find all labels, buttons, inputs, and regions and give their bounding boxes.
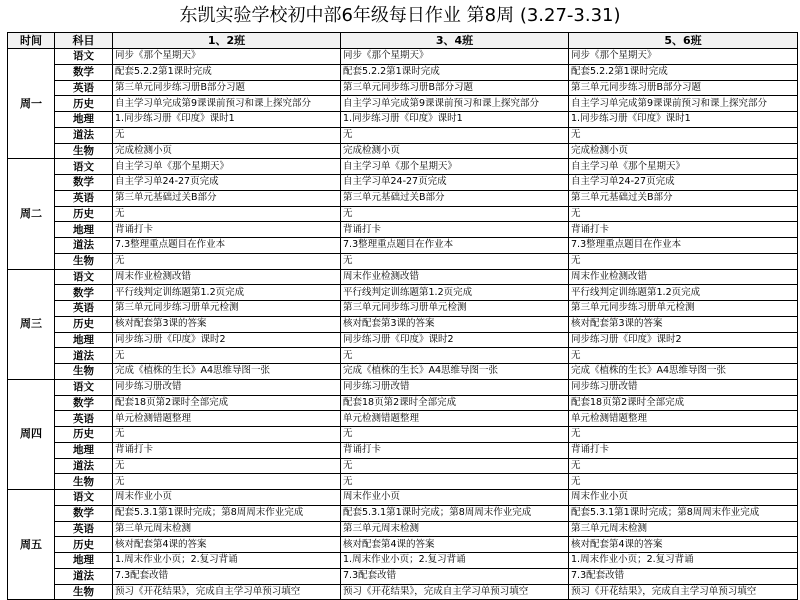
homework-cell: 周末作业小页 [113, 490, 341, 506]
homework-cell: 无 [113, 348, 341, 364]
homework-cell: 7.3配套改错 [341, 568, 569, 584]
homework-cell: 自主学习单完成第9课课前预习和课上探究部分 [569, 96, 798, 112]
homework-cell: 核对配套第3课的答案 [569, 316, 798, 332]
homework-cell: 配套5.3.1第1课时完成；第8周周末作业完成 [569, 505, 798, 521]
table-row [8, 222, 798, 238]
subject-cell: 道法 [55, 568, 113, 584]
homework-cell: 完成检测小页 [341, 143, 569, 159]
homework-cell: 无 [341, 206, 569, 222]
table-row [8, 96, 798, 112]
homework-cell: 7.3整理重点题目在作业本 [569, 238, 798, 254]
homework-cell: 配套18页第2课时全部完成 [113, 395, 341, 411]
homework-cell: 周末作业小页 [569, 490, 798, 506]
subject-cell: 历史 [55, 206, 113, 222]
subject-cell: 历史 [55, 316, 113, 332]
homework-cell: 配套5.2.2第1课时完成 [341, 64, 569, 80]
subject-cell: 生物 [55, 253, 113, 269]
subject-cell: 数学 [55, 285, 113, 301]
homework-cell: 无 [569, 253, 798, 269]
homework-cell: 无 [113, 206, 341, 222]
homework-cell: 平行线判定训练题第1.2页完成 [113, 285, 341, 301]
table-row [8, 379, 798, 395]
homework-cell: 自主学习单《那个星期天》 [341, 159, 569, 175]
homework-cell: 1.同步练习册《印度》课时1 [341, 112, 569, 128]
subject-cell: 英语 [55, 521, 113, 537]
table-row [8, 49, 798, 65]
homework-cell: 同步《那个星期天》 [341, 49, 569, 65]
day-cell: 周四 [8, 379, 55, 489]
homework-cell: 无 [341, 458, 569, 474]
header-row [8, 33, 798, 49]
subject-cell: 生物 [55, 474, 113, 490]
homework-cell: 第三单元周末检测 [569, 521, 798, 537]
homework-cell: 单元检测错题整理 [341, 411, 569, 427]
subject-cell: 数学 [55, 64, 113, 80]
homework-cell: 完成检测小页 [113, 143, 341, 159]
subject-cell: 道法 [55, 458, 113, 474]
homework-cell: 同步练习册《印度》课时2 [341, 332, 569, 348]
homework-cell: 7.3整理重点题目在作业本 [341, 238, 569, 254]
subject-cell: 数学 [55, 505, 113, 521]
homework-cell: 预习《开花结果》，完成自主学习单预习填空 [113, 584, 341, 600]
homework-cell: 1.周末作业小页；2.复习背诵 [341, 553, 569, 569]
subject-cell: 语文 [55, 159, 113, 175]
homework-cell: 预习《开花结果》，完成自主学习单预习填空 [569, 584, 798, 600]
homework-table [7, 32, 798, 600]
homework-cell: 核对配套第3课的答案 [113, 316, 341, 332]
table-row [8, 316, 798, 332]
table-row [8, 127, 798, 143]
homework-cell: 7.3配套改错 [113, 568, 341, 584]
table-row [8, 285, 798, 301]
homework-cell: 第三单元同步练习册单元检测 [113, 301, 341, 317]
homework-cell: 无 [569, 458, 798, 474]
homework-cell: 单元检测错题整理 [113, 411, 341, 427]
table-row [8, 206, 798, 222]
subject-cell: 生物 [55, 143, 113, 159]
table-row [8, 238, 798, 254]
header-class-5-6: 5、6班 [569, 33, 798, 49]
homework-cell: 7.3整理重点题目在作业本 [113, 238, 341, 254]
subject-cell: 生物 [55, 364, 113, 380]
table-row [8, 159, 798, 175]
homework-cell: 无 [569, 206, 798, 222]
subject-cell: 地理 [55, 112, 113, 128]
homework-cell: 无 [113, 474, 341, 490]
homework-cell: 背诵打卡 [341, 442, 569, 458]
table-row [8, 411, 798, 427]
day-cell: 周一 [8, 49, 55, 159]
homework-cell: 配套5.2.2第1课时完成 [113, 64, 341, 80]
subject-cell: 英语 [55, 80, 113, 96]
subject-cell: 地理 [55, 332, 113, 348]
table-row [8, 301, 798, 317]
homework-cell: 第三单元同步练习册B部分习题 [341, 80, 569, 96]
homework-cell: 无 [341, 348, 569, 364]
homework-cell: 完成检测小页 [569, 143, 798, 159]
day-cell: 周二 [8, 159, 55, 269]
homework-cell: 第三单元同步练习册B部分习题 [569, 80, 798, 96]
homework-cell: 1.周末作业小页；2.复习背诵 [113, 553, 341, 569]
homework-cell: 背诵打卡 [569, 222, 798, 238]
homework-cell: 预习《开花结果》，完成自主学习单预习填空 [341, 584, 569, 600]
homework-cell: 无 [113, 127, 341, 143]
homework-cell: 自主学习单完成第9课课前预习和课上探究部分 [113, 96, 341, 112]
homework-cell: 无 [341, 427, 569, 443]
homework-cell: 背诵打卡 [341, 222, 569, 238]
table-row [8, 490, 798, 506]
table-row [8, 332, 798, 348]
homework-cell: 背诵打卡 [113, 222, 341, 238]
homework-cell: 平行线判定训练题第1.2页完成 [341, 285, 569, 301]
table-row [8, 269, 798, 285]
homework-cell: 配套18页第2课时全部完成 [341, 395, 569, 411]
table-row [8, 553, 798, 569]
homework-cell: 背诵打卡 [569, 442, 798, 458]
homework-cell: 无 [113, 253, 341, 269]
homework-cell: 配套5.3.1第1课时完成；第8周周末作业完成 [341, 505, 569, 521]
homework-cell: 同步练习册改错 [341, 379, 569, 395]
table-body [8, 49, 798, 600]
day-cell: 周五 [8, 490, 55, 600]
table-row [8, 112, 798, 128]
subject-cell: 历史 [55, 537, 113, 553]
homework-cell: 第三单元同步练习册B部分习题 [113, 80, 341, 96]
homework-cell: 配套5.2.2第1课时完成 [569, 64, 798, 80]
table-row [8, 537, 798, 553]
subject-cell: 地理 [55, 442, 113, 458]
homework-cell: 同步练习册改错 [113, 379, 341, 395]
homework-cell: 核对配套第4课的答案 [569, 537, 798, 553]
page-title: 东凯实验学校初中部6年级每日作业 第8周 (3.27-3.31) [179, 5, 621, 26]
table-row [8, 505, 798, 521]
table-row [8, 190, 798, 206]
table-row [8, 364, 798, 380]
subject-cell: 语文 [55, 490, 113, 506]
table-row [8, 143, 798, 159]
homework-cell: 第三单元基础过关B部分 [569, 190, 798, 206]
subject-cell: 语文 [55, 379, 113, 395]
homework-cell: 核对配套第4课的答案 [113, 537, 341, 553]
header-time: 时间 [8, 33, 55, 49]
homework-cell: 无 [569, 348, 798, 364]
homework-cell: 1.同步练习册《印度》课时1 [569, 112, 798, 128]
table-row [8, 175, 798, 191]
homework-cell: 自主学习单《那个星期天》 [113, 159, 341, 175]
homework-cell: 配套18页第2课时全部完成 [569, 395, 798, 411]
homework-cell: 无 [113, 427, 341, 443]
homework-cell: 第三单元同步练习册单元检测 [569, 301, 798, 317]
homework-cell: 7.3配套改错 [569, 568, 798, 584]
homework-cell: 周末作业检测改错 [113, 269, 341, 285]
homework-cell: 同步练习册《印度》课时2 [569, 332, 798, 348]
table-row [8, 64, 798, 80]
homework-cell: 无 [341, 127, 569, 143]
table-row [8, 442, 798, 458]
homework-cell: 1.周末作业小页；2.复习背诵 [569, 553, 798, 569]
homework-cell: 无 [569, 127, 798, 143]
table-row [8, 253, 798, 269]
homework-cell: 1.同步练习册《印度》课时1 [113, 112, 341, 128]
homework-cell: 核对配套第4课的答案 [341, 537, 569, 553]
header-class-1-2: 1、2班 [113, 33, 341, 49]
subject-cell: 语文 [55, 49, 113, 65]
homework-cell: 第三单元基础过关B部分 [341, 190, 569, 206]
homework-cell: 背诵打卡 [113, 442, 341, 458]
homework-cell: 完成《植株的生长》A4思维导图一张 [341, 364, 569, 380]
homework-cell: 无 [569, 427, 798, 443]
table-row [8, 348, 798, 364]
table-row [8, 427, 798, 443]
homework-cell: 完成《植株的生长》A4思维导图一张 [569, 364, 798, 380]
homework-cell: 第三单元基础过关B部分 [113, 190, 341, 206]
homework-cell: 自主学习单24-27页完成 [341, 175, 569, 191]
subject-cell: 道法 [55, 127, 113, 143]
subject-cell: 地理 [55, 553, 113, 569]
homework-cell: 周末作业小页 [341, 490, 569, 506]
subject-cell: 语文 [55, 269, 113, 285]
homework-cell: 同步《那个星期天》 [113, 49, 341, 65]
homework-cell: 无 [569, 474, 798, 490]
subject-cell: 道法 [55, 238, 113, 254]
table-row [8, 568, 798, 584]
homework-cell: 无 [341, 253, 569, 269]
subject-cell: 英语 [55, 411, 113, 427]
homework-cell: 无 [341, 474, 569, 490]
homework-cell: 自主学习单完成第9课课前预习和课上探究部分 [341, 96, 569, 112]
homework-cell: 周末作业检测改错 [341, 269, 569, 285]
subject-cell: 道法 [55, 348, 113, 364]
homework-cell: 第三单元同步练习册单元检测 [341, 301, 569, 317]
homework-cell: 第三单元周末检测 [341, 521, 569, 537]
table-row [8, 584, 798, 600]
homework-cell: 单元检测错题整理 [569, 411, 798, 427]
homework-cell: 核对配套第3课的答案 [341, 316, 569, 332]
table-row [8, 458, 798, 474]
subject-cell: 英语 [55, 301, 113, 317]
table-row [8, 395, 798, 411]
subject-cell: 数学 [55, 395, 113, 411]
homework-cell: 自主学习单《那个星期天》 [569, 159, 798, 175]
header-subject: 科目 [55, 33, 113, 49]
homework-cell: 完成《植株的生长》A4思维导图一张 [113, 364, 341, 380]
day-cell: 周三 [8, 269, 55, 379]
subject-cell: 数学 [55, 175, 113, 191]
homework-cell: 同步练习册改错 [569, 379, 798, 395]
homework-cell: 同步《那个星期天》 [569, 49, 798, 65]
subject-cell: 生物 [55, 584, 113, 600]
homework-cell: 周末作业检测改错 [569, 269, 798, 285]
homework-cell: 自主学习单24-27页完成 [569, 175, 798, 191]
homework-cell: 平行线判定训练题第1.2页完成 [569, 285, 798, 301]
table-row [8, 521, 798, 537]
homework-cell: 无 [113, 458, 341, 474]
table-row [8, 474, 798, 490]
header-class-3-4: 3、4班 [341, 33, 569, 49]
subject-cell: 历史 [55, 96, 113, 112]
table-row [8, 80, 798, 96]
subject-cell: 历史 [55, 427, 113, 443]
subject-cell: 地理 [55, 222, 113, 238]
homework-cell: 自主学习单24-27页完成 [113, 175, 341, 191]
homework-cell: 第三单元周末检测 [113, 521, 341, 537]
homework-cell: 配套5.3.1第1课时完成；第8周周末作业完成 [113, 505, 341, 521]
subject-cell: 英语 [55, 190, 113, 206]
homework-cell: 同步练习册《印度》课时2 [113, 332, 341, 348]
